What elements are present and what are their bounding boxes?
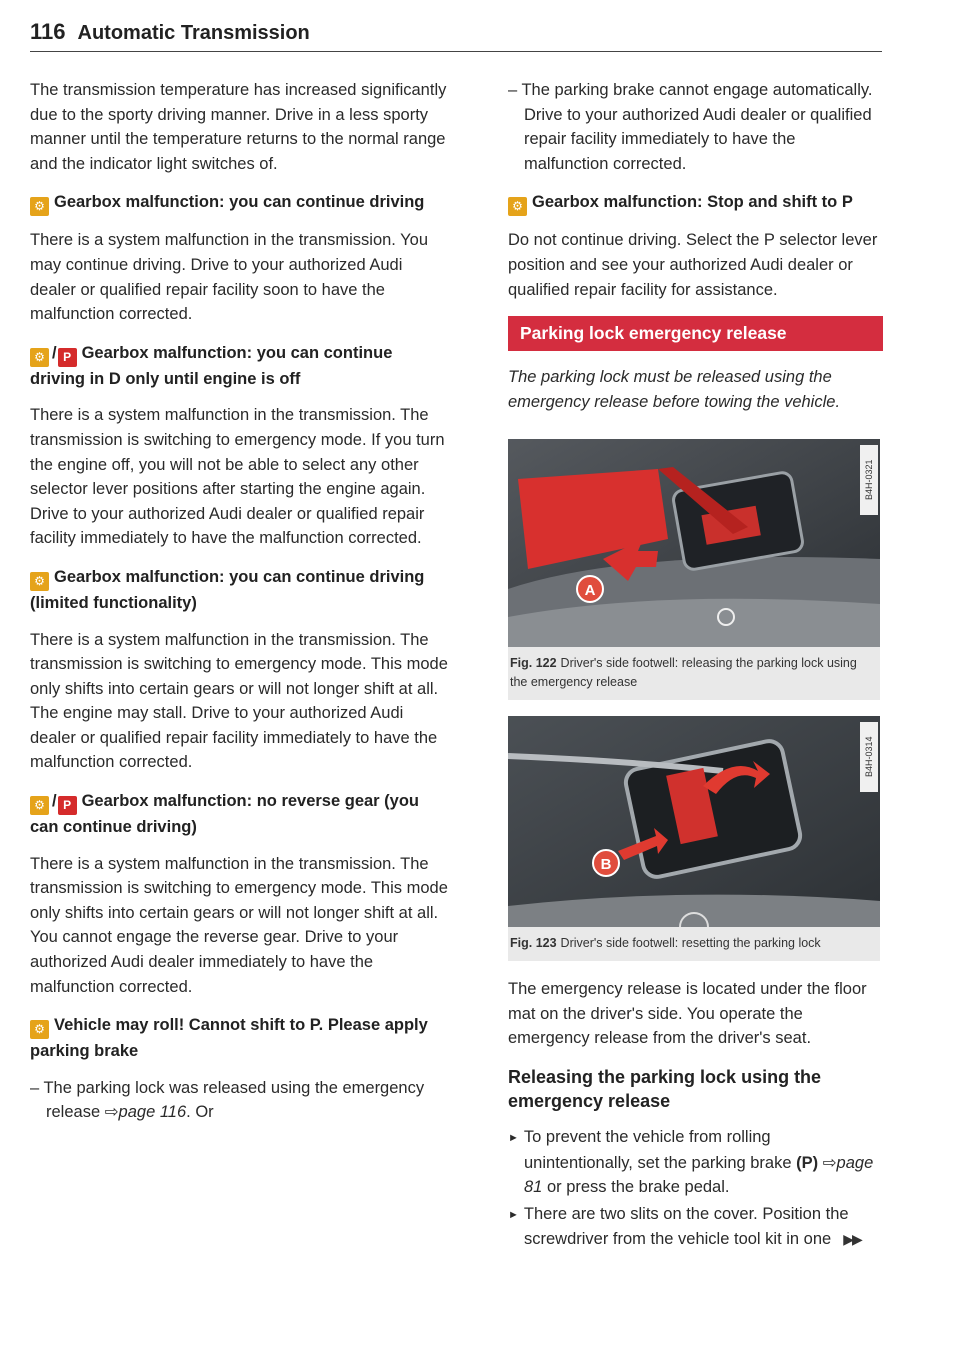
- dash-list-item: – The parking lock was released using the emergency release ⇨page 116. Or: [30, 1078, 425, 1122]
- figure-code: B4H-0314: [860, 722, 878, 792]
- parking-lock-warning-icon: P: [58, 348, 77, 367]
- paragraph: There is a system malfunction in the transmission. The transmission is switching to emergency mode. If you turn the engine off, you will not be able to select any other selector lever positions after starting the engine again. Drive to your authorized Audi dealer or qualified repair facility immediately to have the malfunction corrected.: [30, 406, 445, 548]
- parking-brake-icon: (P): [796, 1153, 819, 1172]
- transmission-warning-icon: ⚙: [30, 348, 49, 367]
- transmission-warning-icon: ⚙: [30, 1020, 49, 1039]
- figure-image: [508, 439, 880, 647]
- paragraph: The emergency release is located under the floor mat on the driver's side. You operate the emergency release from the driver's seat.: [508, 980, 867, 1048]
- figure-caption: Fig. 123 Driver's side footwell: resetting the parking lock: [510, 936, 821, 951]
- page-header: [30, 19, 882, 52]
- figure-code: B4H-0321: [860, 445, 878, 515]
- bullet-item: ► To prevent the vehicle from rolling unintentionally, set the parking brake (P) ⇨page 81 or press the brake pedal.: [508, 1127, 874, 1197]
- paragraph: The transmission temperature has increased significantly due to the sporty driving manner. Drive in a less sporty manner until the temperature returns to the normal range and the indicator light switches of.: [30, 81, 447, 173]
- heading-gearbox-limited: ⚙ Gearbox malfunction: you can continue driving (limited functionality): [30, 567, 425, 612]
- heading-vehicle-may-roll: ⚙ Vehicle may roll! Cannot shift to P. Please apply parking brake: [30, 1016, 428, 1061]
- transmission-warning-icon: ⚙: [30, 197, 49, 216]
- figure-123: [508, 716, 880, 961]
- paragraph: There is a system malfunction in the transmission. The transmission is switching to emergency mode. This mode only shifts into certain gears or will not longer shift at all. You cannot engage the reverse gear. Drive to your authorized Audi dealer immediately to have the malfunction corrected.: [30, 854, 448, 996]
- parking-lock-warning-icon: P: [58, 796, 77, 815]
- page-number: 116: [30, 19, 66, 44]
- figure-122: [508, 439, 880, 700]
- paragraph: There is a system malfunction in the transmission. The transmission is switching to emergency mode. This mode only shifts into certain gears or will not longer shift at all. The engine may stall. Drive to your authorized Audi dealer or qualified repair facility immediately to have the malfunction corrected.: [30, 630, 448, 772]
- section-intro: The parking lock must be released using the emergency release before towing the vehicle.: [508, 368, 841, 412]
- chapter-title: Automatic Transmission: [77, 22, 310, 44]
- dash-list-item: – The parking brake cannot engage automatically. Drive to your authorized Audi dealer or qualified repair facility immediately to have the malfunction corrected.: [508, 81, 873, 173]
- bullet-item: ► There are two slits on the cover. Position the screwdriver from the vehicle tool kit in one ▶▶: [508, 1204, 861, 1249]
- figure-image: [508, 716, 880, 927]
- right-column: [508, 78, 883, 1266]
- left-column: [30, 78, 450, 1139]
- heading-gearbox-stop: ⚙ Gearbox malfunction: Stop and shift to P: [508, 190, 883, 216]
- heading-gearbox-continue: ⚙ Gearbox malfunction: you can continue driving: [30, 190, 450, 216]
- figure-marker: A: [584, 582, 596, 600]
- subheading-releasing: Releasing the parking lock using the emergency release: [508, 1066, 822, 1111]
- figure-marker: B: [600, 856, 612, 874]
- footwell-reset-illustration: [508, 716, 880, 927]
- page-reference-link[interactable]: page 81: [524, 1153, 874, 1197]
- continue-arrow-icon: ▶▶: [843, 1231, 861, 1248]
- heading-gearbox-no-reverse: ⚙ / P Gearbox malfunction: no reverse gear (you can continue driving): [30, 792, 420, 837]
- section-banner: Parking lock emergency release: [508, 316, 883, 351]
- figure-caption: Fig. 122 Driver's side footwell: releasing the parking lock using the emergency release: [510, 656, 857, 690]
- transmission-warning-icon: ⚙: [30, 572, 49, 591]
- page-reference-link[interactable]: page 116: [118, 1103, 187, 1122]
- transmission-warning-icon: ⚙: [508, 197, 527, 216]
- paragraph: There is a system malfunction in the transmission. You may continue driving. Drive to your authorized Audi dealer or qualified repair facility soon to have the malfunction corrected.: [30, 231, 429, 324]
- transmission-warning-icon: ⚙: [30, 796, 49, 815]
- footwell-release-illustration: [508, 439, 880, 647]
- heading-gearbox-d-only: ⚙ / P Gearbox malfunction: you can continue driving in D only until engine is off: [30, 343, 393, 388]
- paragraph: Do not continue driving. Select the P selector lever position and see your authorized Audi dealer or qualified repair facility for assistance.: [508, 231, 878, 299]
